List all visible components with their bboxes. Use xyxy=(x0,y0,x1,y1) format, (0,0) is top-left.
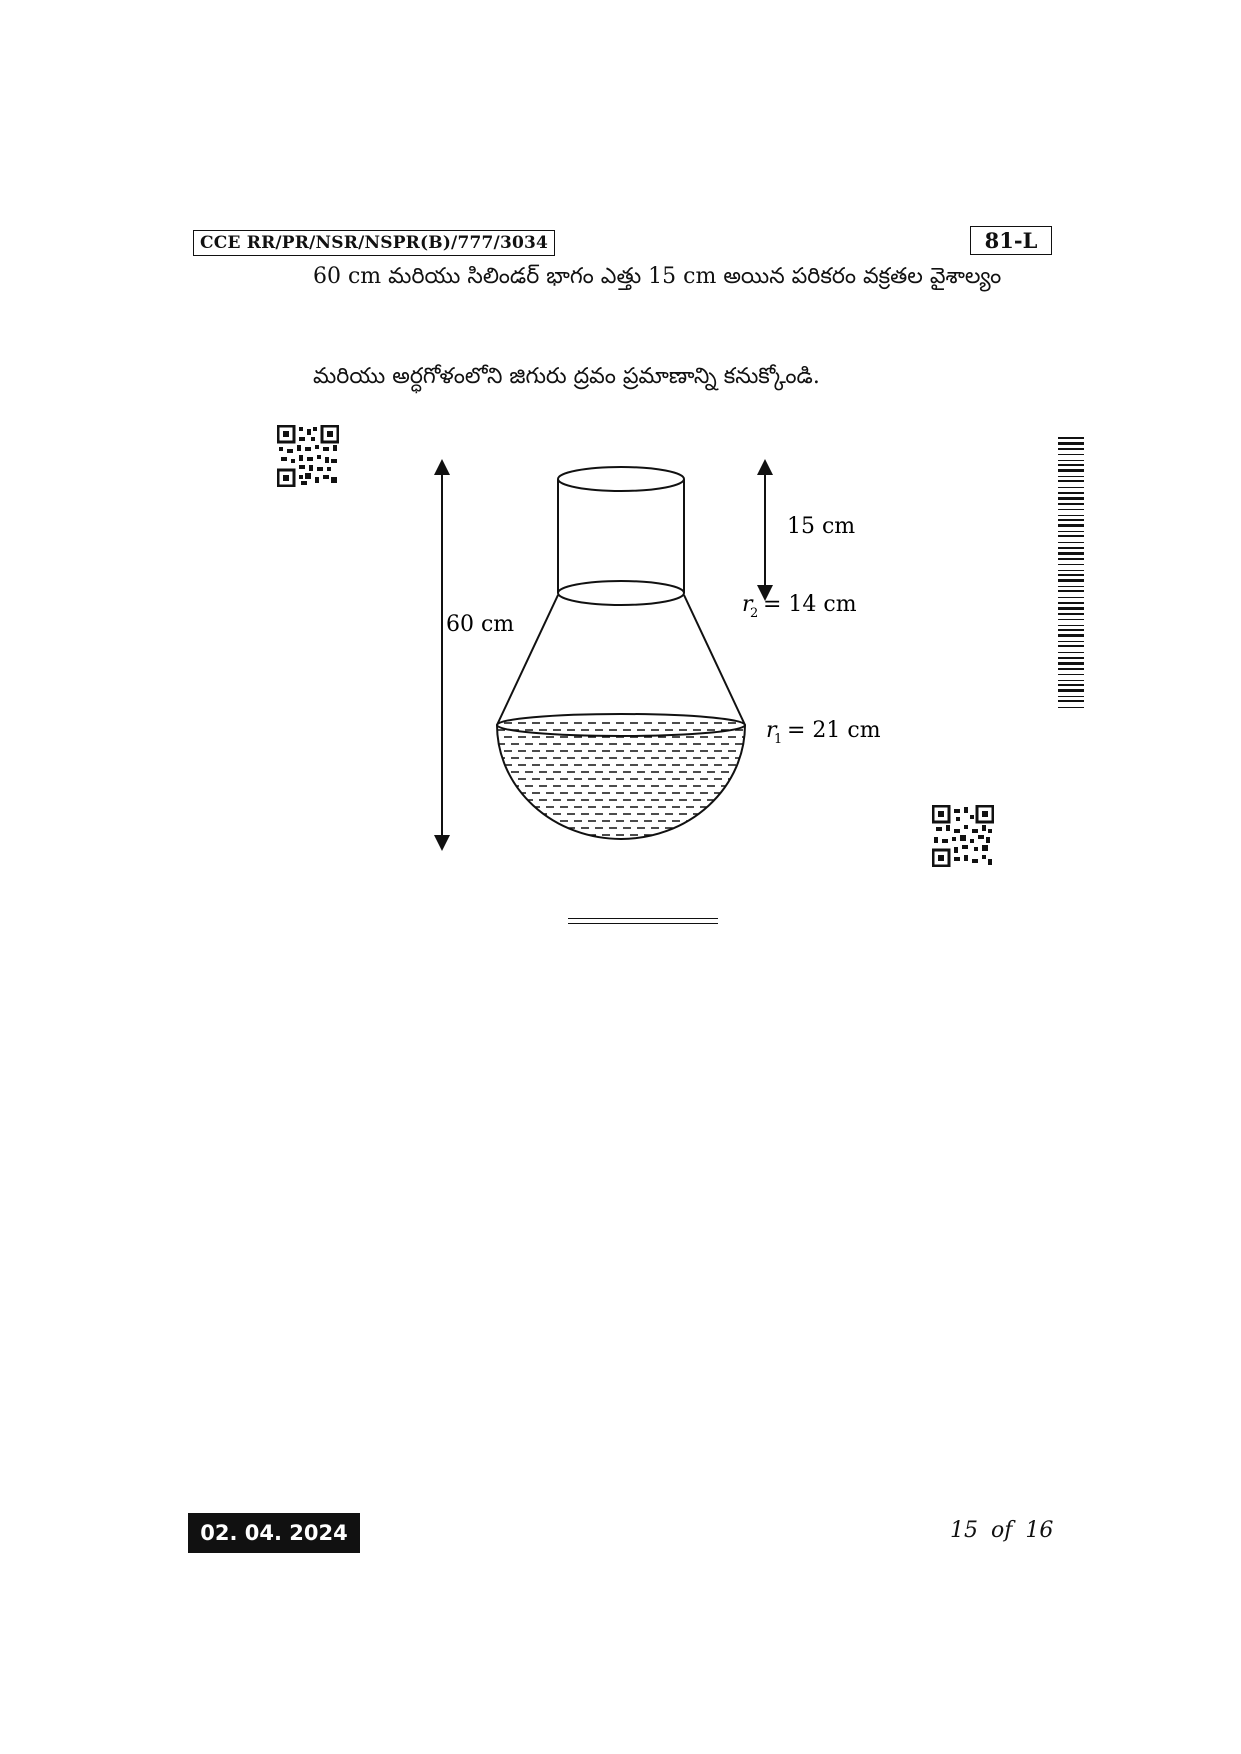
exam-date-badge: 02. 04. 2024 xyxy=(188,1513,360,1553)
radius-r2-label xyxy=(742,592,857,621)
total-height-label: 60 cm xyxy=(446,612,515,637)
end-rule xyxy=(568,918,718,924)
barcode xyxy=(1058,437,1084,711)
cylinder-part xyxy=(558,467,684,605)
svg-text:1: 1 xyxy=(774,732,783,747)
hemisphere-liquid xyxy=(490,714,757,842)
paper-code-badge: 81-L xyxy=(970,226,1052,255)
page-number: 15 of 16 xyxy=(950,1518,1054,1543)
question-text-line-2: మరియు అర్ధగోళంలోని జిగురు ద్రవం ప్రమాణాన్ని కనుక్కోండి. xyxy=(313,364,820,389)
svg-text:r: r xyxy=(742,592,753,617)
frustum-part xyxy=(497,595,745,725)
question-text-line-1: 60 cm మరియు సిలిండర్ భాగం ఎత్తు 15 cm అయిన పరికరం వక్రతల వైశాల్యం xyxy=(313,264,1002,289)
vessel-figure xyxy=(420,455,900,855)
qr-code-bottom xyxy=(932,805,994,867)
svg-text:r: r xyxy=(766,718,777,743)
radius-r1-label xyxy=(766,718,881,747)
svg-text:2: 2 xyxy=(750,606,759,621)
qr-code-top xyxy=(277,425,339,487)
paper-series-code: CCE RR/PR/NSR/NSPR(B)/777/3034 xyxy=(193,230,555,256)
svg-text:= 14 cm: = 14 cm xyxy=(763,592,857,617)
svg-text:= 21 cm: = 21 cm xyxy=(787,718,881,743)
cylinder-height-label: 15 cm xyxy=(787,514,856,539)
